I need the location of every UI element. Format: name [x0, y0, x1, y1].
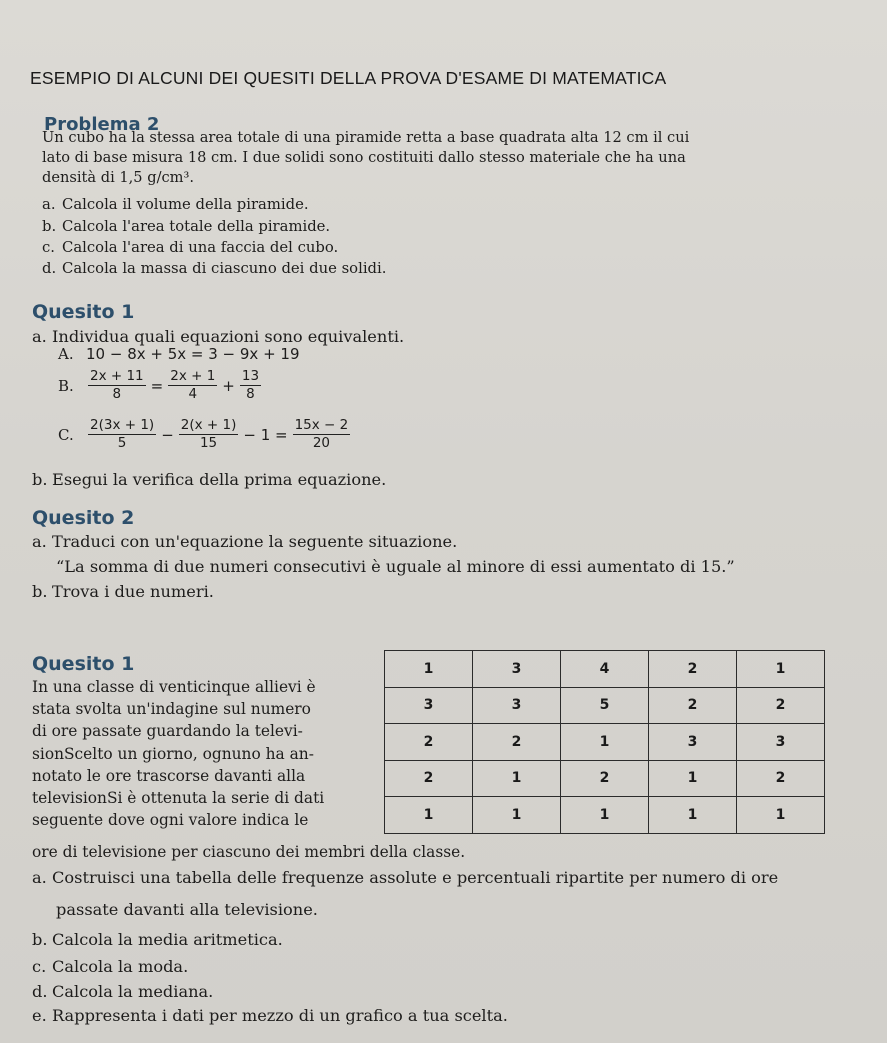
- table-row: [385, 687, 825, 724]
- fraction: $\frac{2(3x + 1)}{5}$: [90, 417, 155, 451]
- page-title: ESEMPIO DI ALCUNI DEI QUESITI DELLA PROVA D'ESAME DI MATEMATICA: [30, 68, 667, 88]
- table-cell: 2: [737, 687, 825, 724]
- quesito-1-item-a: a. Individua quali equazioni sono equivalenti.: [32, 327, 405, 346]
- problema-2-item-b: b. Calcola l'area totale della piramide.: [42, 218, 331, 235]
- problema-2-heading: Problema 2: [44, 114, 160, 135]
- table-cell: 3: [473, 687, 561, 724]
- fraction: $\frac{15x - 2}{20}$: [294, 417, 349, 451]
- table-cell: 1: [561, 724, 649, 761]
- problema-2-item-d: d. Calcola la massa di ciascuno dei due solidi.: [42, 260, 387, 277]
- quesito-2-item-a: a. Traduci con un'equazione la seguente situazione.: [32, 532, 458, 551]
- table-cell: 2: [473, 724, 561, 761]
- quesito-1-stat-text: [32, 676, 382, 831]
- stat-item-a: a. Costruisci una tabella delle frequenze assolute e percentuali ripartite per numero di ore: [32, 868, 779, 887]
- quesito-2-heading: Quesito 2: [32, 507, 135, 529]
- quesito-1-item-b: b. Esegui la verifica della prima equazione.: [32, 470, 387, 489]
- table-cell: 1: [385, 797, 473, 834]
- table-cell: 1: [561, 797, 649, 834]
- text-line: seguente dove ogni valore indica le: [32, 811, 309, 830]
- table-cell: 3: [737, 724, 825, 761]
- stat-item-e: e. Rappresenta i dati per mezzo di un grafico a tua scelta.: [32, 1006, 508, 1025]
- table-row: [385, 760, 825, 797]
- quesito-2-quote: “La somma di due numeri consecutivi è uguale al minore di essi aumentato di 15.”: [56, 557, 735, 576]
- table-cell: 3: [385, 687, 473, 724]
- quesito-1-heading: Quesito 1: [32, 301, 135, 323]
- table-cell: 1: [737, 797, 825, 834]
- data-table: [384, 650, 825, 834]
- table-row: [385, 651, 825, 688]
- equation-b: B. $\frac{2x + 11}{8}$ = $\frac{2x + 1}{4}$ + $\frac{13}{8}$: [58, 368, 260, 402]
- quesito-1-stat-line-full: ore di televisione per ciascuno dei membri della classe.: [32, 843, 466, 861]
- table-cell: 1: [473, 760, 561, 797]
- table-cell: 4: [561, 651, 649, 688]
- table-row: [385, 724, 825, 761]
- quesito-1-stat-heading: Quesito 1: [32, 653, 135, 675]
- stat-item-b: b. Calcola la media aritmetica.: [32, 930, 283, 949]
- table-cell: 3: [649, 724, 737, 761]
- table-cell: 3: [473, 651, 561, 688]
- table-cell: 1: [649, 760, 737, 797]
- fraction: $\frac{2x + 11}{8}$: [90, 368, 144, 402]
- table-cell: 2: [737, 760, 825, 797]
- text-line: In una classe di venticinque allievi è: [32, 678, 316, 696]
- stat-item-d: d. Calcola la mediana.: [32, 982, 214, 1001]
- stat-item-a-cont: passate davanti alla televisione.: [56, 900, 318, 919]
- text-line: televisionSi è ottenuta la serie di dati: [32, 789, 325, 808]
- table-cell: 2: [561, 760, 649, 797]
- problema-2-item-c: c. Calcola l'area di una faccia del cubo.: [42, 239, 339, 256]
- table-cell: 2: [385, 724, 473, 761]
- table-cell: 1: [737, 651, 825, 688]
- fraction: $\frac{13}{8}$: [241, 368, 260, 402]
- table-cell: 2: [649, 687, 737, 724]
- quesito-2-item-b: b. Trova i due numeri.: [32, 582, 214, 601]
- equation-a: A. 10 − 8x + 5x = 3 − 9x + 19: [58, 345, 300, 363]
- fraction: $\frac{2(x + 1)}{15}$: [180, 417, 237, 451]
- text-line: di ore passate guardando la televi-: [32, 722, 303, 741]
- problema-2-line: lato di base misura 18 cm. I due solidi sono costituiti dallo stesso materiale che ha una: [42, 149, 686, 166]
- table-row: [385, 797, 825, 834]
- table-cell: 2: [649, 651, 737, 688]
- table-cell: 2: [385, 760, 473, 797]
- equation-c: C. $\frac{2(3x + 1)}{5}$ − $\frac{2(x + 1)}{15}$ − 1 = $\frac{15x - 2}{20}$: [58, 417, 349, 451]
- text-line: stata svolta un'indagine sul numero: [32, 700, 311, 719]
- problema-2-line: Un cubo ha la stessa area totale di una piramide retta a base quadrata alta 12 cm il cui: [42, 129, 690, 146]
- problema-2-text: [42, 128, 812, 188]
- table-cell: 1: [649, 797, 737, 834]
- table-cell: 5: [561, 687, 649, 724]
- problema-2-line: densità di 1,5 g/cm³.: [42, 169, 194, 186]
- table-cell: 1: [473, 797, 561, 834]
- fraction: $\frac{2x + 1}{4}$: [170, 368, 216, 402]
- problema-2-item-a: a. Calcola il volume della piramide.: [42, 196, 309, 213]
- text-line: sionScelto un giorno, ognuno ha an-: [32, 744, 314, 763]
- table-cell: 1: [385, 651, 473, 688]
- stat-item-c: c. Calcola la moda.: [32, 957, 189, 976]
- text-line: notato le ore trascorse davanti alla: [32, 766, 306, 785]
